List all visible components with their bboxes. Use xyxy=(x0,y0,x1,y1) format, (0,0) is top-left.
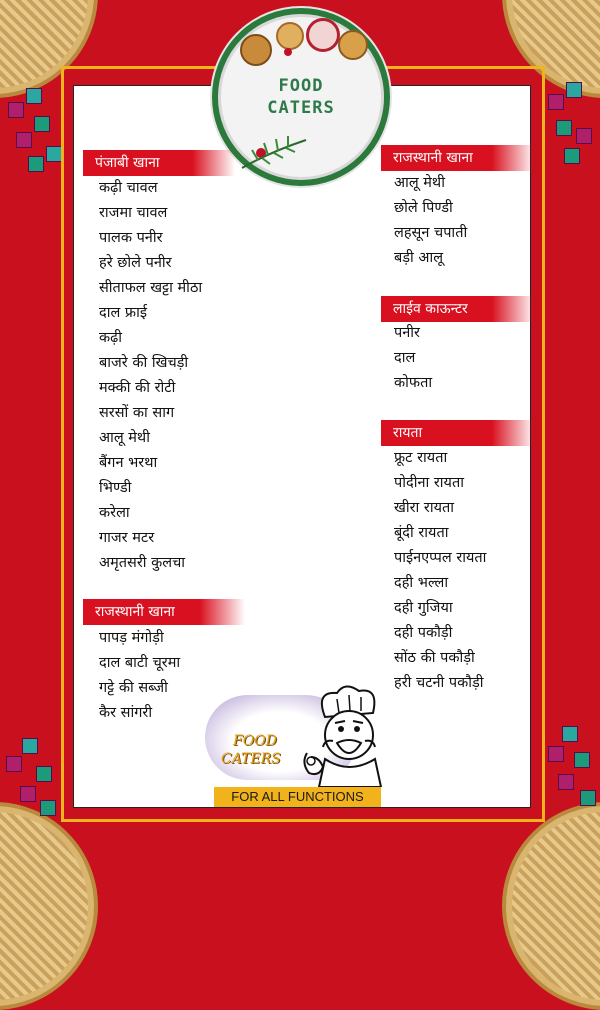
list-item: सीताफल खट्टा मीठा xyxy=(99,280,203,296)
list-item: गाजर मटर xyxy=(99,530,155,546)
gem-decoration xyxy=(46,146,62,162)
berry-icon xyxy=(284,48,292,56)
list-item: आलू मेथी xyxy=(99,430,150,446)
gem-decoration xyxy=(574,752,590,768)
gem-decoration xyxy=(548,94,564,110)
food-garnish-icon xyxy=(276,22,304,50)
list-item: आलू मेथी xyxy=(394,175,445,191)
list-item: कैर सांगरी xyxy=(99,705,153,721)
gem-decoration xyxy=(558,774,574,790)
chef-logo xyxy=(205,683,405,793)
gem-decoration xyxy=(34,116,50,132)
logo-word-food: FOOD xyxy=(233,733,277,749)
list-item: पालक पनीर xyxy=(99,230,163,246)
list-item: अमृतसरी कुलचा xyxy=(99,555,186,571)
section-list-live-counter xyxy=(394,321,432,396)
section-list-punjabi xyxy=(99,176,202,576)
gem-decoration xyxy=(566,82,582,98)
list-item: कढ़ी xyxy=(99,330,123,346)
list-item: पनीर xyxy=(394,325,420,341)
section-header-punjabi: पंजाबी खाना xyxy=(83,150,235,176)
section-list-rajasthani-right xyxy=(394,171,467,271)
gem-decoration xyxy=(28,156,44,172)
list-item: दाल xyxy=(394,350,416,366)
list-item: खीरा रायता xyxy=(394,500,455,516)
list-item: दही पकौड़ी xyxy=(394,625,453,641)
gem-decoration xyxy=(36,766,52,782)
corner-ornament xyxy=(502,802,600,1010)
list-item: फ्रूट रायता xyxy=(394,450,448,466)
food-garnish-icon xyxy=(306,18,340,52)
gem-decoration xyxy=(20,786,36,802)
list-item: दाल फ्राई xyxy=(99,305,147,321)
list-item: हरी चटनी पकौड़ी xyxy=(394,675,484,691)
plate-logo xyxy=(212,8,390,186)
plate-brand-line2: CATERS xyxy=(267,98,335,118)
gem-decoration xyxy=(564,148,580,164)
list-item: करेला xyxy=(99,505,130,521)
herb-sprig-icon xyxy=(240,132,310,172)
list-item: बड़ी आलू xyxy=(394,250,444,266)
list-item: पोदीना रायता xyxy=(394,475,464,491)
list-item: पापड़ मंगोड़ी xyxy=(99,630,164,646)
gem-decoration xyxy=(16,132,32,148)
section-list-rajasthani-left xyxy=(99,626,180,726)
list-item: लहसून चपाती xyxy=(394,225,468,241)
list-item: भिण्डी xyxy=(99,480,132,496)
list-item: राजमा चावल xyxy=(99,205,168,221)
gem-decoration xyxy=(548,746,564,762)
section-header-rajasthani-left: राजस्थानी खाना xyxy=(83,599,245,625)
section-header-live-counter: लाईव काऊन्टर xyxy=(381,296,535,322)
list-item: मक्की की रोटी xyxy=(99,380,176,396)
tagline-banner: FOR ALL FUNCTIONS xyxy=(214,787,381,807)
corner-ornament xyxy=(0,802,98,1010)
gem-decoration xyxy=(576,128,592,144)
gem-decoration xyxy=(562,726,578,742)
food-garnish-icon xyxy=(240,34,272,66)
gem-decoration xyxy=(6,756,22,772)
food-garnish-icon xyxy=(338,30,368,60)
gem-decoration xyxy=(8,102,24,118)
list-item: गट्टे की सब्जी xyxy=(99,680,168,696)
list-item: हरे छोले पनीर xyxy=(99,255,172,271)
gem-decoration xyxy=(40,800,56,816)
list-item: सरसों का साग xyxy=(99,405,175,421)
logo-word-caters: CATERS xyxy=(221,751,281,767)
section-header-raita: रायता xyxy=(381,420,535,446)
section-list-raita xyxy=(394,446,486,696)
gem-decoration xyxy=(26,88,42,104)
gem-decoration xyxy=(556,120,572,136)
section-header-rajasthani-right: राजस्थानी खाना xyxy=(381,145,535,171)
list-item: कोफता xyxy=(394,375,433,391)
list-item: कढ़ी चावल xyxy=(99,180,158,196)
list-item: सोंठ की पकौड़ी xyxy=(394,650,475,666)
chef-icon xyxy=(297,683,397,787)
list-item: दही गुजिया xyxy=(394,600,453,616)
gem-decoration xyxy=(580,790,596,806)
list-item: बैंगन भरथा xyxy=(99,455,158,471)
list-item: दही भल्ला xyxy=(394,575,449,591)
list-item: छोले पिण्डी xyxy=(394,200,453,216)
list-item: बूंदी रायता xyxy=(394,525,449,541)
gem-decoration xyxy=(22,738,38,754)
list-item: पाईनएप्पल रायता xyxy=(394,550,487,566)
list-item: बाजरे की खिचड़ी xyxy=(99,355,189,371)
list-item: दाल बाटी चूरमा xyxy=(99,655,181,671)
plate-brand-line1: FOOD xyxy=(278,76,324,96)
